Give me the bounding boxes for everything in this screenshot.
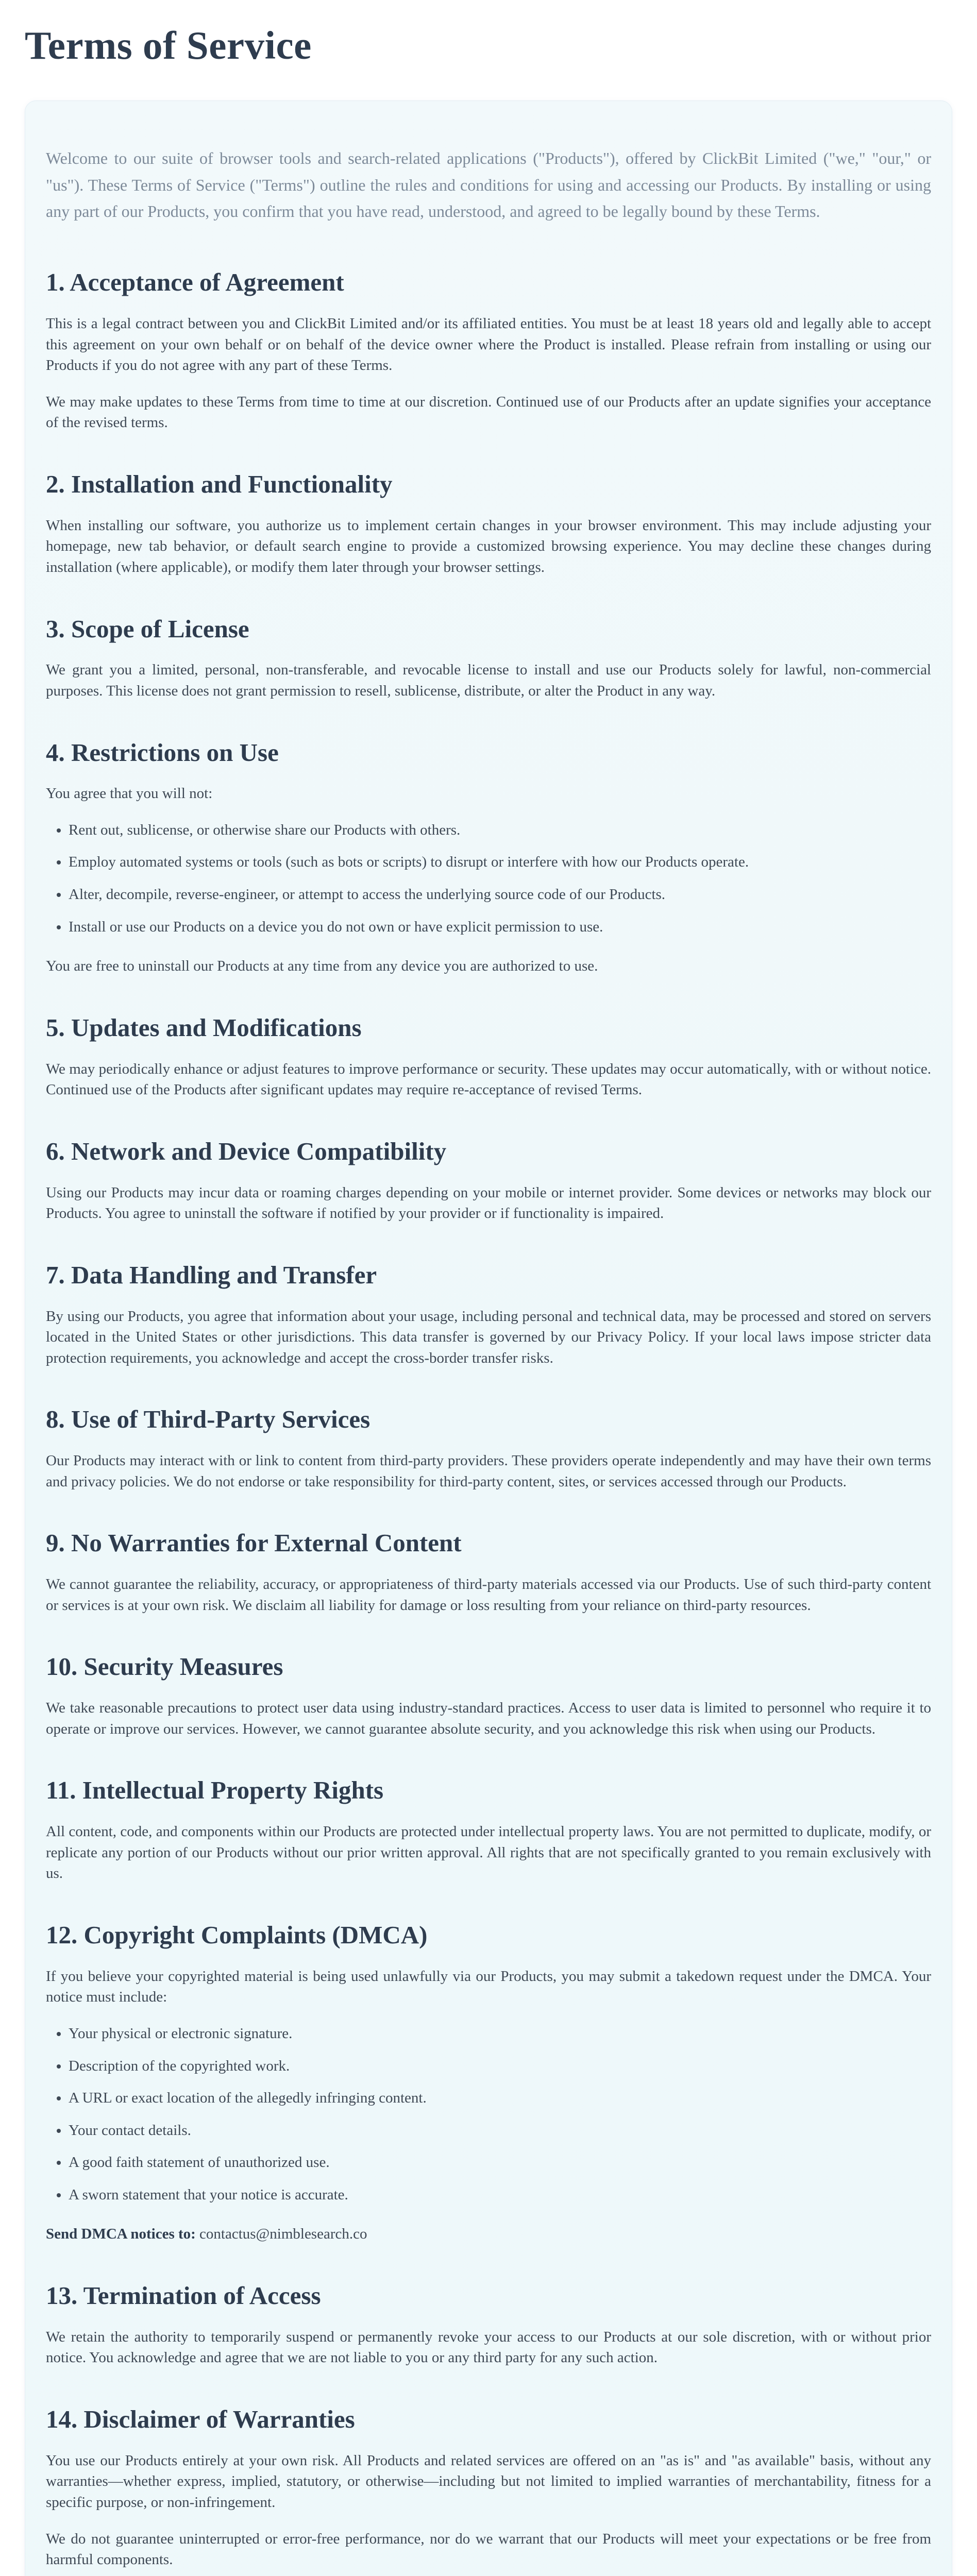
section-paragraph: We grant you a limited, personal, non-transferable, and revocable license to install and use our Products solely for lawful, non-commercial purposes. This license does not grant permission to resell, sublicense, distribute, or alter the Product in any way.: [46, 662, 931, 699]
section: [46, 738, 931, 977]
section: [46, 1137, 931, 1224]
section-heading: 1. Acceptance of Agreement: [46, 268, 344, 297]
section-paragraph: You use our Products entirely at your own risk. All Products and related services are offered on an "as is" and "as available" basis, without any warranties—whether express, implied, statutory, or otherwise—including but not limited to implied warranties of merchantability, fitness for a specific purpose, or non-infringement.: [46, 2452, 931, 2511]
section-paragraph: We do not guarantee uninterrupted or error-free performance, nor do we warrant that our Products will meet your expectations or be free from harmful components.: [46, 2530, 931, 2568]
section-paragraph: All content, code, and components within our Products are protected under intellectual property laws. You are not permitted to duplicate, modify, or replicate any portion of our Products without our prior written approval. All rights that are not specifically granted to you remain exclusively with us.: [46, 1823, 931, 1882]
section-paragraph: We retain the authority to temporarily suspend or permanently revoke your access to our Products at our sole discretion, with or without prior notice. You acknowledge and agree that we are not liable to you or any third party for any such action.: [46, 2328, 931, 2366]
section-paragraph: If you believe your copyrighted material is being used unlawfully via our Products, you may submit a takedown request under the DMCA. Your notice must include:: [46, 1968, 931, 2006]
section-paragraph: We take reasonable precautions to protect user data using industry-standard practices. Access to user data is limited to personnel who require it to operate or improve our services. However, we cannot guarantee absolute security, and you acknowledge this risk when using our Products.: [46, 1700, 931, 1737]
page-title: Terms of Service: [25, 23, 312, 67]
list-item: • Alter, decompile, reverse-engineer, or attempt to access the underlying source code of our Products.: [69, 884, 931, 905]
dmca-notice-line: [46, 2224, 931, 2245]
section-paragraph: This is a legal contract between you and ClickBit Limited and/or its affiliated entities. You must be at least 18 years old and legally able to accept this agreement on your own behalf or on behalf of the device owner where the Product is installed. Please refrain from installing or using our Products if you do not agree with any part of these Terms.: [46, 315, 931, 374]
list-item: • A sworn statement that your notice is accurate.: [69, 2184, 931, 2206]
list-item: • Rent out, sublicense, or otherwise share our Products with others.: [69, 820, 931, 841]
section: [46, 1404, 931, 1492]
section-paragraph: Our Products may interact with or link to content from third-party providers. These providers operate independently and may have their own terms and privacy policies. We do not endorse or take responsibility for third-party content, sites, or services accessed through our Products.: [46, 1452, 931, 1490]
list-item: • Your contact details.: [69, 2120, 931, 2141]
intro-text: Welcome to our suite of browser tools and search-related applications ("Products"), offered by ClickBit Limited ("we," "our," or "us"). These Terms of Service ("Terms") outline the rules and conditions for using and accessing our Products. By installing or using any part of our Products, you confirm that you have read, understood, and agreed to be legally bound by these Terms.: [46, 148, 931, 221]
section: [46, 614, 931, 702]
sections-container: [46, 267, 931, 2576]
section-heading: 13. Termination of Access: [46, 2281, 321, 2310]
section-paragraph: We may periodically enhance or adjust features to improve performance or security. These updates may occur automatically, with or without notice. Continued use of the Products after significant updates may require re-acceptance of revised Terms.: [46, 1060, 931, 1098]
section-heading: 10. Security Measures: [46, 1652, 283, 1681]
section: [46, 1528, 931, 1616]
list-item: • A good faith statement of unauthorized use.: [69, 2152, 931, 2173]
section-heading: 5. Updates and Modifications: [46, 1013, 362, 1042]
section: [46, 1775, 931, 1884]
section: [46, 1652, 931, 1739]
section-heading: 3. Scope of License: [46, 614, 249, 643]
list-item: • Employ automated systems or tools (such as bots or scripts) to disrupt or interfere with how our Products operate.: [69, 852, 931, 873]
section-heading: 14. Disclaimer of Warranties: [46, 2405, 355, 2434]
section: [46, 267, 931, 433]
dmca-label: Send DMCA notices to:: [46, 2226, 196, 2243]
list-item: • A URL or exact location of the allegedly infringing content.: [69, 2088, 931, 2109]
section: [46, 469, 931, 578]
list-item: • Your physical or electronic signature.: [69, 2023, 931, 2044]
section-heading: 11. Intellectual Property Rights: [46, 1776, 384, 1805]
section-list: [46, 2023, 931, 2206]
section-paragraph: We cannot guarantee the reliability, accuracy, or appropriateness of third-party materials accessed via our Products. Use of such third-party content or services is at your own risk. We disclaim all liability for damage or loss resulting from your reliance on third-party resources.: [46, 1576, 931, 1614]
section-heading: 2. Installation and Functionality: [46, 469, 393, 498]
section-paragraph: By using our Products, you agree that information about your usage, including personal and technical data, may be processed and stored on servers located in the United States or other jurisdictions. This data transfer is governed by our Privacy Policy. If your local laws impose stricter data protection requirements, you acknowledge and accept the cross-border transfer risks.: [46, 1308, 931, 1366]
section-heading: 8. Use of Third-Party Services: [46, 1405, 370, 1434]
terms-card: [25, 100, 952, 2576]
section: [46, 1920, 931, 2245]
section-heading: 9. No Warranties for External Content: [46, 1529, 462, 1557]
dmca-email[interactable]: contactus@nimblesearch.co: [199, 2226, 367, 2243]
section-list: [46, 820, 931, 937]
list-item: • Description of the copyrighted work.: [69, 2056, 931, 2077]
section-paragraph: You agree that you will not:: [46, 785, 213, 802]
section: [46, 1013, 931, 1100]
section-heading: 12. Copyright Complaints (DMCA): [46, 1920, 428, 1949]
section-heading: 7. Data Handling and Transfer: [46, 1260, 377, 1289]
section-heading: 4. Restrictions on Use: [46, 738, 279, 767]
section: [46, 2404, 931, 2570]
section-paragraph: We may make updates to these Terms from time to time at our discretion. Continued use of our Products after an update signifies your acceptance of the revised terms.: [46, 393, 931, 431]
section: [46, 1260, 931, 1369]
section-paragraph: When installing our software, you authorize us to implement certain changes in your browser environment. This may include adjusting your homepage, new tab behavior, or default search engine to provide a customized browsing experience. You may decline these changes during installation (where applicable), or modify them later through your browser settings.: [46, 517, 931, 575]
section: [46, 2281, 931, 2368]
list-item: • Install or use our Products on a device you do not own or have explicit permission to use.: [69, 917, 931, 938]
section-paragraph: Using our Products may incur data or roaming charges depending on your mobile or internet provider. Some devices or networks may block our Products. You agree to uninstall the software if notified by your provider or if functionality is impaired.: [46, 1184, 931, 1222]
section-heading: 6. Network and Device Compatibility: [46, 1137, 447, 1165]
section-paragraph: You are free to uninstall our Products at any time from any device you are authorized to use.: [46, 958, 598, 975]
